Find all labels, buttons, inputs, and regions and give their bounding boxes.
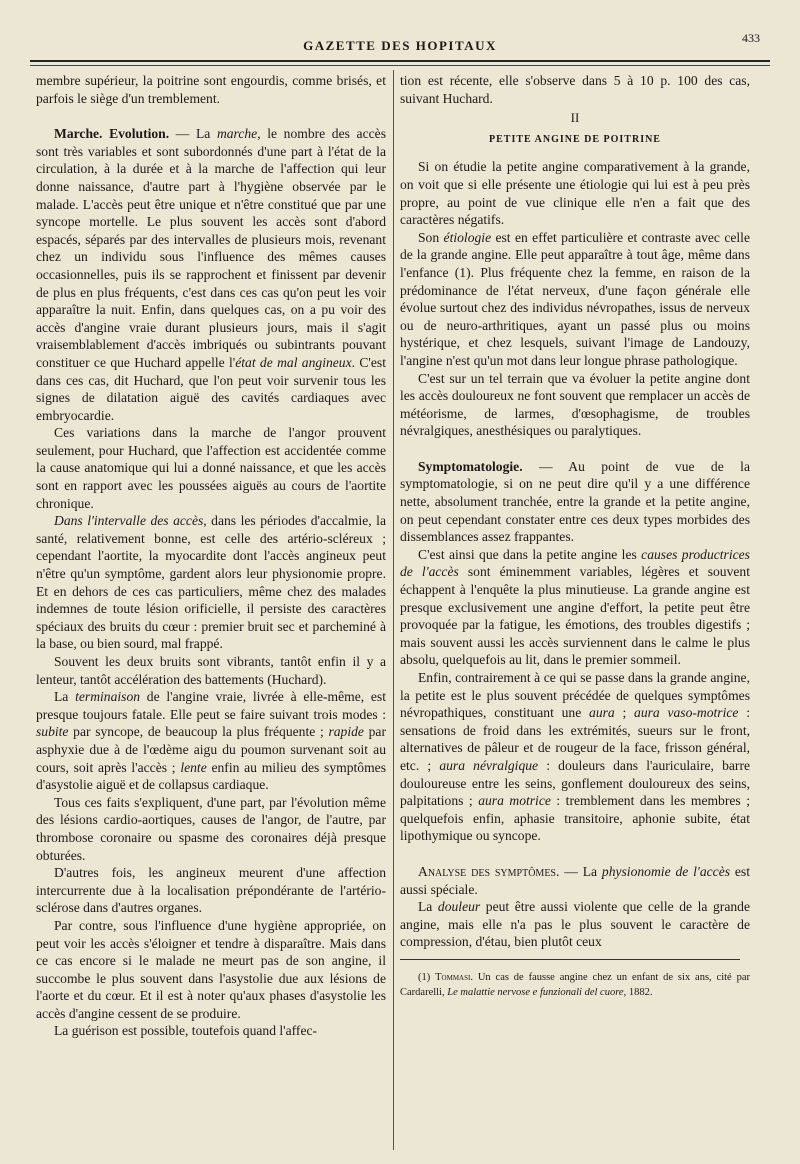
paragraph: Ces variations dans la marche de l'angor prouvent seulement, pour Huchard, que l'affection est accidentée comme la cause anatomique qui lui a donné naissance, et que les accès sont en rapport avec les poussées aiguës au cours de l'aortite chronique. <box>36 425 386 511</box>
section-number: II <box>570 110 580 126</box>
section-heading-symptomatologie: Symptomatologie. <box>418 458 523 474</box>
paragraph: Si on étudie la petite angine comparativement à la grande, on voit que si elle présente une étiologie qui lui est à peu près propre, au point de vue clinique elle n'en a fait que des caractères négatifs. <box>400 159 750 228</box>
paragraph: Souvent les deux bruits sont vibrants, tantôt enfin il y a lenteur, tantôt accélération des battements (Huchard). <box>36 654 386 687</box>
paragraph: Dans l'intervalle des accès, dans les périodes d'accalmie, la santé, relativement bonne, est celle des artério-scléreux ; cependant l'aortite, la myocardite dont l'accès angineux peut n'être qu'un symptôme, gardent alors leur physionomie propre. Et en dehors de ces cas particuliers, même chez des malades indemnes de toute lésion orificielle, il persiste des caractères spéciaux des bruits du cœur : premier bruit sec et parcheminé à la base, ou bien sourd, mal frappé. <box>36 513 386 652</box>
paragraph: Enfin, contrairement à ce qui se passe dans la grande angine, la petite est le plus souvent précédée de quelques symptômes névropathiques, constituant une aura ; aura vaso-motrice : sensations de froid dans les extrémités, sueurs sur le front, alternatives de pâleur et de rougeur de la face, frisson général, etc. ; aura névralgique : douleurs dans l'auriculaire, barre douloureuse entre les seins, gonflement douloureux des seins, palpitations ; aura motrice : tremblement dans les membres ; quelquefois enfin, aphasie transitoire, aphonie subite, état lipothymique ou syncope. <box>400 670 750 844</box>
header-rule-thin <box>30 65 770 66</box>
page-header <box>30 28 770 52</box>
paragraph-symptomatologie: Symptomatologie. — Au point de vue de la symptomatologie, si on ne peut dire qu'il y a une différence nette, absolument tranchée, entre la grande et la petite angine, on peut cependant constater entre ces deux types morbides des dissemblances assez frappantes. <box>400 458 750 545</box>
page-number: 433 <box>742 31 760 45</box>
paragraph: D'autres fois, les angineux meurent d'une affection intercurrente due à la localisation prépondérante de l'artério-sclérose dans d'autres organes. <box>36 865 386 916</box>
column-divider <box>393 70 394 1150</box>
paragraph: Par contre, sous l'influence d'une hygiène appropriée, on peut voir les accès s'éloigner et tendre à disparaître. Mais dans ce cas encore si le malade ne meurt pas de son angine, il succombe le plus souvent dans l'asystolie due aux lésions de l'aorte et du cœur. Et il est à noter qu'aux phases d'asystolie les accès d'angine cessent de se produire. <box>36 917 386 1021</box>
paragraph-analyse: Analyse des symptômes. — La physionomie de l'accès est aussi spéciale. <box>400 863 750 897</box>
section-heading-marche: Marche. Evolution. <box>54 126 170 142</box>
paragraph: Tous ces faits s'expliquent, d'une part, par l'évolution même des lésions cardio-aortiques, causes de l'angor, de l'autre, par thrombose coronaire ou spasme des coronaires déjà presque obturées. <box>36 794 386 863</box>
section-heading-analyse: Analyse des symptômes. <box>418 863 560 879</box>
paragraph: La douleur peut être aussi violente que celle de la grande angine, mais elle n'a pas le plus souvent le caractère de compression, d'étau, bien plutôt ceux <box>400 899 750 950</box>
paragraph: La guérison est possible, toutefois quand l'affec- <box>54 1023 318 1039</box>
footnote: (1) Tommasi. Un cas de fausse angine chez un enfant de six ans, cité par Cardarelli, Le malattie nervose e funzionali del cuore, 1882. <box>400 971 750 998</box>
paragraph: Son étiologie est en effet particulière et contraste avec celle de la grande angine. Elle peut apparaître à tout âge, même dans l'enfance (1). Plus fréquente chez la femme, en raison de la prédominance de l'état nerveux, d'une façon générale elle évolue surtout chez des individus névropathes, issus de nerveux ou de neuro-arthritiques, ayant un passé plus ou moins hystérique, et chez lesquels, suivant l'image de Landouzy, l'angine n'est qu'un mot dans leur longue phrase pathologique. <box>400 229 750 368</box>
left-column <box>36 72 386 1040</box>
right-column <box>400 72 750 1000</box>
paragraph: membre supérieur, la poitrine sont engourdis, comme brisés, et parfois le siège d'un tremblement. <box>36 73 386 106</box>
paragraph: C'est sur un tel terrain que va évoluer la petite angine dont les accès douloureux ne font souvent que remplacer un accès de météorisme, de larmes, d'œsophagisme, de troubles névralgiques, anesthésiques ou paralytiques. <box>400 370 750 439</box>
paragraph: La terminaison de l'angine vraie, livrée à elle-même, est presque toujours fatale. Elle peut se faire suivant trois modes : subite par syncope, de beaucoup la plus fréquente ; rapide par asphyxie due à de l'œdème aigu du poumon survenant soit au cours, soit après l'accès ; lente enfin au milieu des symptômes d'asystolie aiguë et de collapsus cardiaque. <box>36 689 386 793</box>
journal-title: GAZETTE DES HOPITAUX <box>303 38 497 53</box>
paragraph: tion est récente, elle s'observe dans 5 à 10 p. 100 des cas, suivant Huchard. <box>400 73 750 106</box>
footnote-rule <box>400 959 740 960</box>
paragraph: C'est ainsi que dans la petite angine les causes productrices de l'accès sont éminemment variables, légères et souvent échappent à l'enquête la plus minutieuse. La grande angine est presque exclusivement une angine d'effort, la petite peut être provoquée par la fatigue, les émotions, des troubles digestifs ; mais souvent aussi les accès surviennent dans le calme le plus absolu, quelquefois au lit, dans le premier sommeil. <box>400 546 750 668</box>
header-rule-thick <box>30 60 770 62</box>
section-title: PETITE ANGINE DE POITRINE <box>489 133 661 145</box>
paragraph-marche: Marche. Evolution. — La marche, le nombre des accès sont très variables et sont subordonnés d'une part à l'état de la circulation, à la durée et à la marche de l'affection qui leur donne naissance, d'autre part à l'hygiène observée par le malade. L'accès peut être unique et n'être constitué que par une syncope mortelle. Le plus souvent les accès sont d'abord espacés, séparés par des intervalles de plusieurs mois, revenant chez un individu sous l'influence des mêmes causes occasionnelles, puis ils se rapprochent et finissent par devenir de plus en plus fréquents, c'est dans ces cas qu'on peut les voir apparaître la nuit. Enfin, dans quelques cas, on a pu voir des accès d'angine vraie durant plusieurs jours, mais il s'agit vraisemblablement d'accès imbriqués ou subintrants pouvant constituer ce que Huchard appelle l'état de mal angineux. C'est dans ces cas, dit Huchard, que l'on peut voir survenir tous les signes de dilatation aiguë des cavités cardiaques avec embryocardie. <box>36 126 386 423</box>
